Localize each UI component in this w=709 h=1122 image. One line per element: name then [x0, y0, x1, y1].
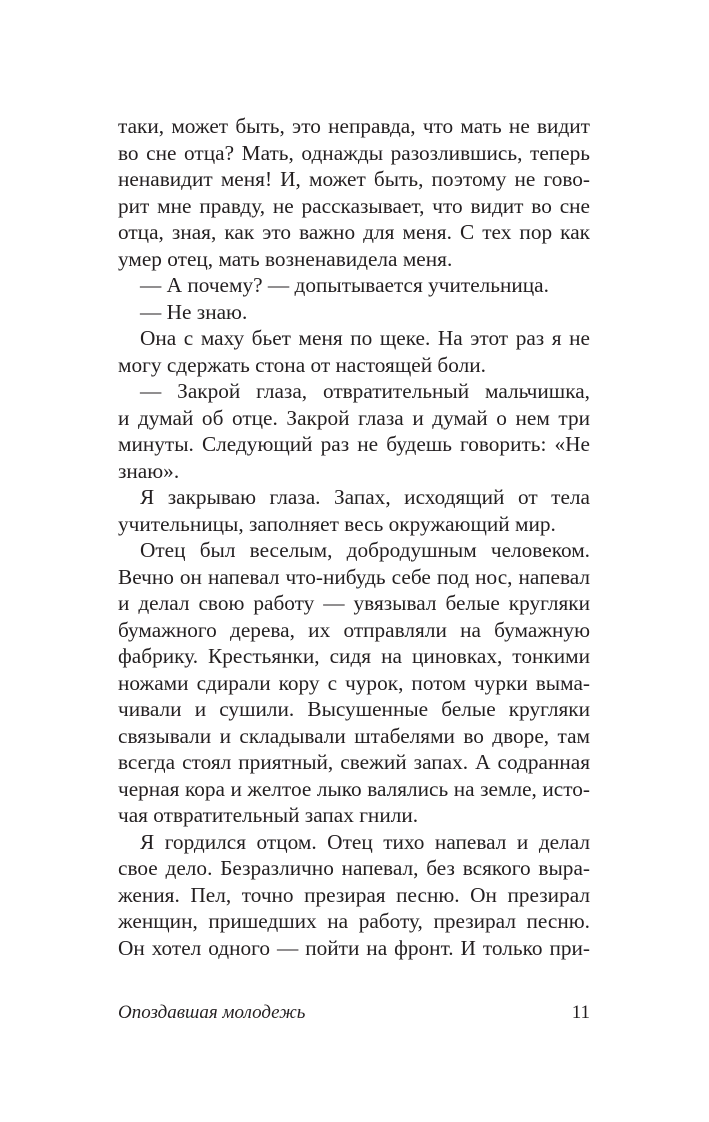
- text-line: черная кора и желтое лыко валялись на земле, исто-: [118, 776, 590, 801]
- text-line: — А почему? — допытывается учительница.: [140, 273, 549, 297]
- text-line: чая отвратительный запах гнили.: [118, 803, 419, 827]
- text-line: во сне отца? Мать, однажды разозлившись, теперь: [118, 140, 590, 165]
- text-line: женщин, пришедших на работу, презирал песню.: [118, 909, 590, 933]
- text-line: могу сдержать стона от настоящей боли.: [118, 352, 486, 377]
- text-line: ненавидит меня! И, может быть, поэтому не гово-: [118, 167, 590, 191]
- text-line: отца, зная, как это важно для меня. С тех пор как: [118, 220, 590, 244]
- text-line: таки, может быть, это неправда, что мать не видит: [118, 114, 590, 138]
- body-text: [118, 113, 590, 961]
- text-line: Я закрываю глаза. Запах, исходящий от тела: [140, 485, 590, 509]
- text-line: ножами сдирали кору с чурок, потом чурки выма-: [118, 670, 590, 695]
- text-line: Я гордился отцом. Отец тихо напевал и делал: [140, 829, 590, 854]
- text-line: чивали и сушили. Высушенные белые кругляки: [118, 697, 590, 721]
- text-line: связывали и складывали штабелями во дворе, там: [118, 723, 590, 748]
- running-title: Опоздавшая молодежь: [118, 1002, 306, 1023]
- text-line: умер отец, мать возненавидела меня.: [118, 246, 453, 271]
- text-line: и думай об отце. Закрой глаза и думай о нем три: [118, 405, 590, 430]
- text-line: Вечно он напевал что-нибудь себе под нос, напевал: [118, 564, 590, 589]
- text-line: знаю».: [118, 458, 180, 483]
- text-line: и делал свою работу — увязывал белые кругляки: [118, 591, 590, 615]
- text-line: свое дело. Безразлично напевал, без всякого выра-: [118, 856, 590, 880]
- page-footer: [118, 1000, 590, 1026]
- text-line: всегда стоял приятный, свежий запах. А содранная: [118, 750, 590, 774]
- text-line: бумажного дерева, их отправляли на бумажную: [118, 617, 590, 642]
- text-line: рит мне правду, не рассказывает, что видит во сне: [118, 193, 590, 218]
- text-line: Он хотел одного — пойти на фронт. И только при-: [118, 935, 590, 960]
- text-line: — Закрой глаза, отвратительный мальчишка,: [140, 379, 590, 403]
- text-line: Она с маху бьет меня по щеке. На этот раз я не: [140, 326, 590, 350]
- text-line: минуты. Следующий раз не будешь говорить: «Не: [118, 432, 590, 456]
- text-line: жения. Пел, точно презирая песню. Он презирал: [118, 882, 590, 907]
- text-line: учительницы, заполняет весь окружающий мир.: [118, 511, 556, 536]
- text-line: — Не знаю.: [140, 299, 248, 324]
- text-line: фабрику. Крестьянки, сидя на циновках, тонкими: [118, 644, 590, 668]
- page-number: 11: [571, 1002, 590, 1023]
- text-line: Отец был веселым, добродушным человеком.: [140, 538, 590, 562]
